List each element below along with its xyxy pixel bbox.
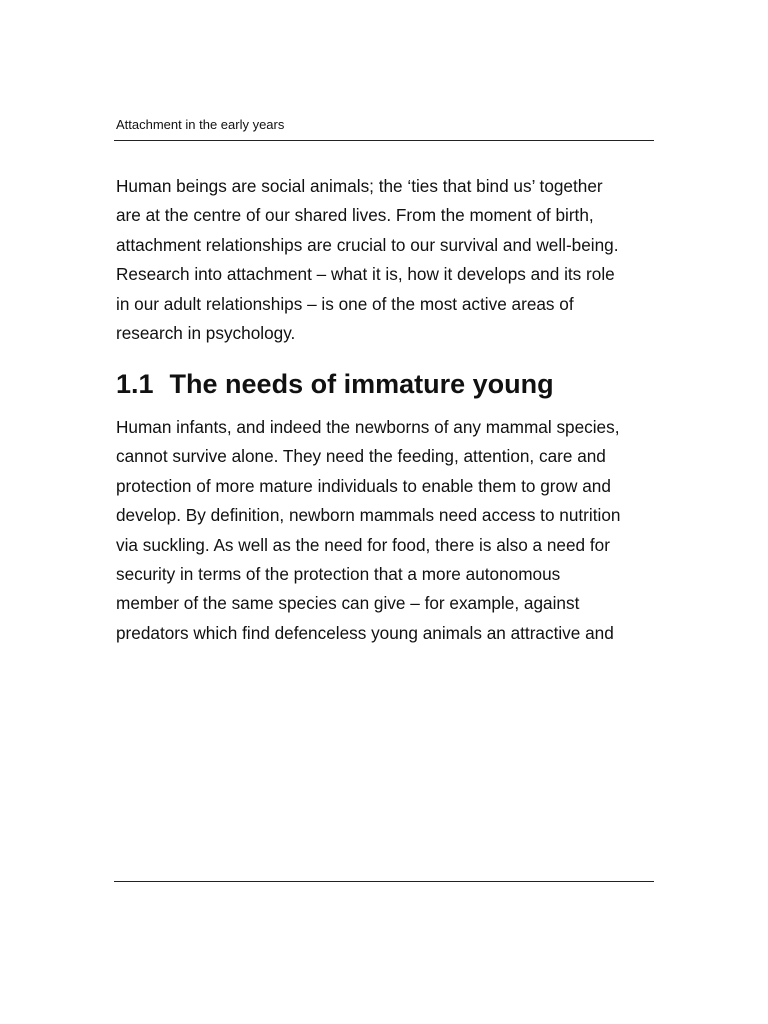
paragraph-line: research in psychology. xyxy=(116,323,296,344)
paragraph-line: Human beings are social animals; the ‘ties that bind us’ together xyxy=(116,176,603,196)
header-rule xyxy=(114,140,654,141)
paragraph-line: Research into attachment – what it is, how it develops and its role xyxy=(116,264,615,285)
paragraph-line: in our adult relationships – is one of the most active areas of xyxy=(116,293,574,314)
paragraph-line: member of the same species can give – for example, against xyxy=(116,593,580,614)
paragraph-line: predators which find defenceless young animals an attractive and xyxy=(116,622,614,643)
paragraph-line: develop. By definition, newborn mammals need access to nutrition xyxy=(116,505,621,526)
paragraph-line: via suckling. As well as the need for food, there is also a need for xyxy=(116,534,610,555)
section-heading xyxy=(116,366,554,402)
paragraph-line: attachment relationships are crucial to our survival and well-being. xyxy=(116,234,619,255)
paragraph-line: Human infants, and indeed the newborns of any mammal species, xyxy=(116,417,620,437)
running-header: Attachment in the early years xyxy=(116,117,285,132)
intro-paragraph xyxy=(116,172,656,348)
paragraph-line: protection of more mature individuals to enable them to grow and xyxy=(116,475,611,496)
paragraph-line: security in terms of the protection that a more autonomous xyxy=(116,564,561,585)
section-title: The needs of immature young xyxy=(169,369,554,399)
section-paragraph xyxy=(116,413,656,648)
footer-rule xyxy=(114,881,654,882)
paragraph-line: cannot survive alone. They need the feeding, attention, care and xyxy=(116,446,606,467)
paragraph-line: are at the centre of our shared lives. From the moment of birth, xyxy=(116,205,594,226)
section-number: 1.1 xyxy=(116,369,154,399)
